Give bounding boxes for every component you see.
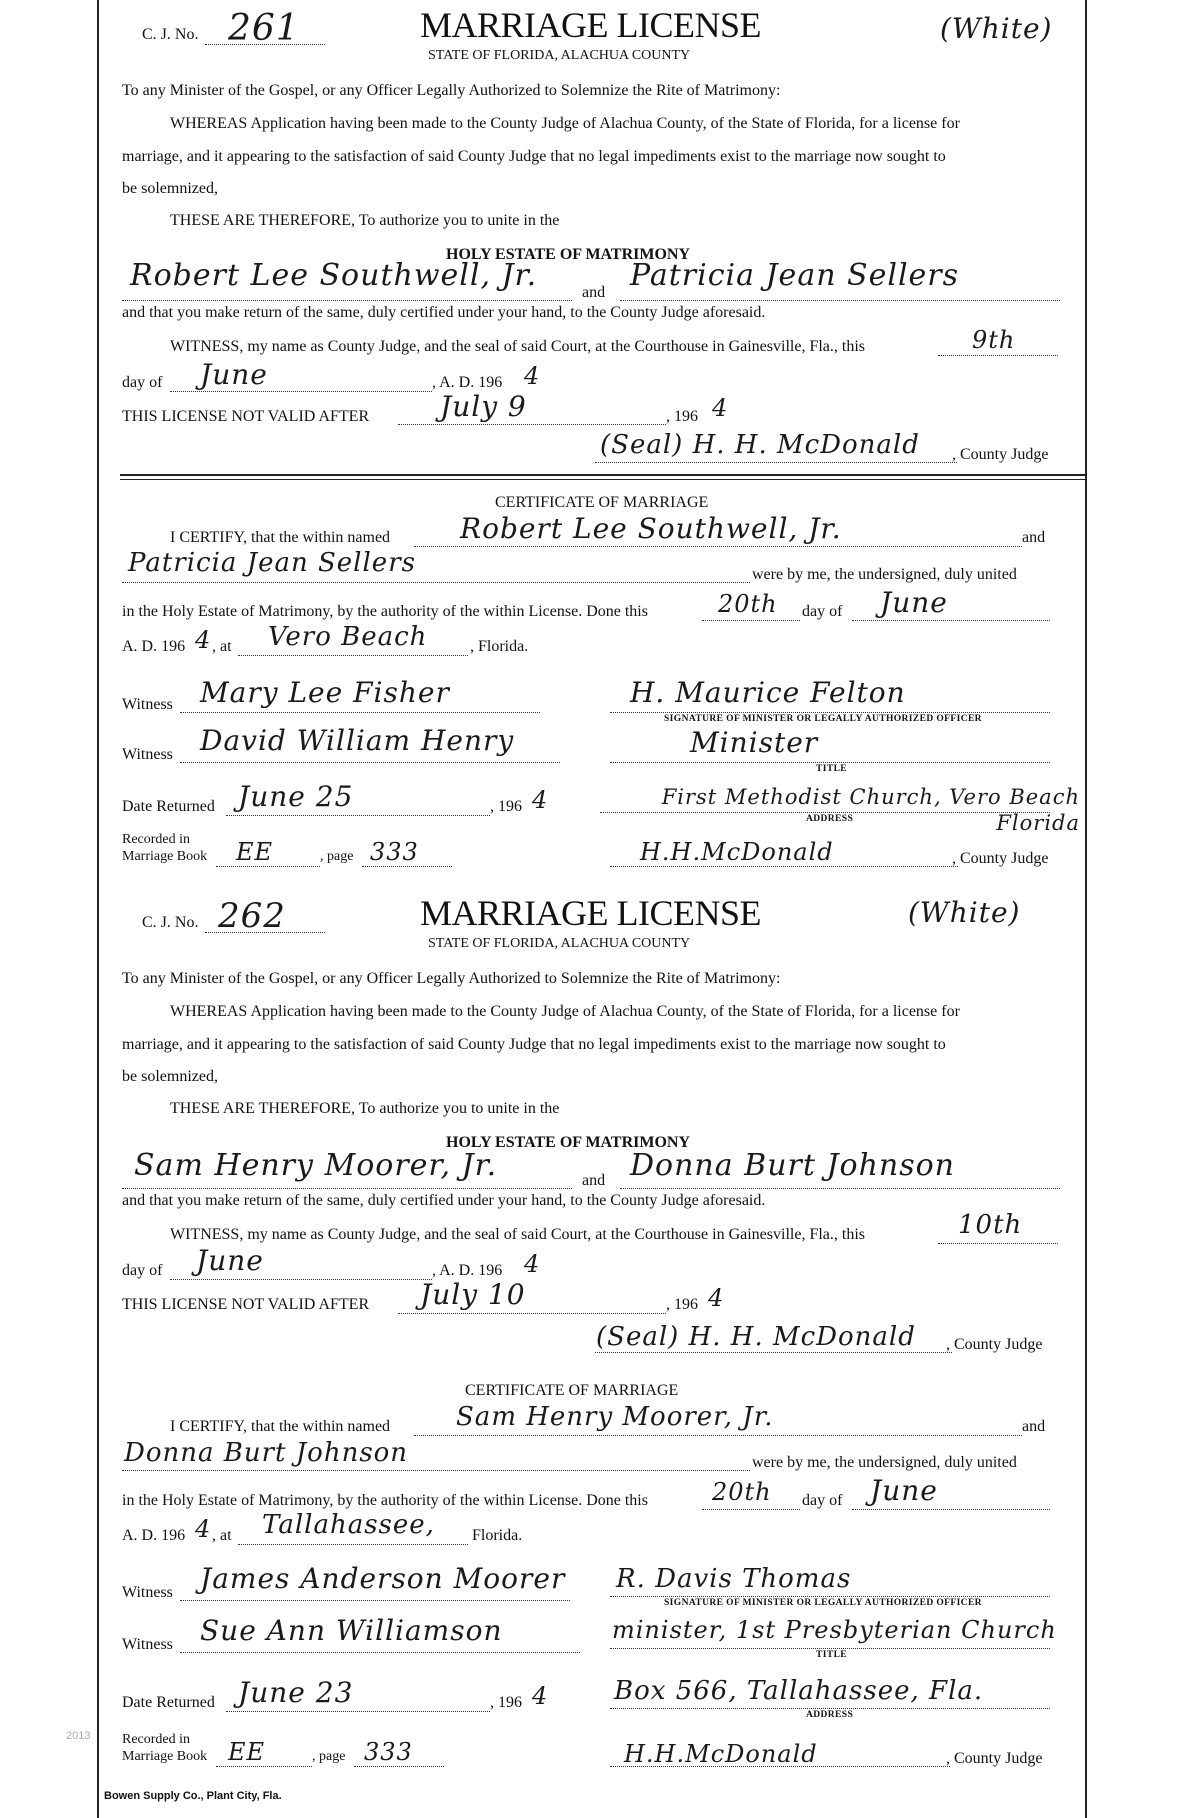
license-month: June [196, 1244, 264, 1277]
cert-groom: Sam Henry Moorer, Jr. [456, 1402, 774, 1432]
page-label: , page [312, 1749, 346, 1764]
whereas-1: WHEREAS Application having been made to the County Judge of Alachua County, of the State of Florida, for a license for [170, 115, 960, 132]
holy-estate: HOLY ESTATE OF MATRIMONY [446, 1134, 691, 1151]
returned-year: 4 [532, 1682, 549, 1710]
returned-year-label: , 196 [490, 1694, 522, 1711]
race-note: (White) [940, 12, 1053, 45]
returned-year: 4 [532, 786, 549, 814]
cert-ad-label: A. D. 196 [122, 1527, 186, 1544]
cert-bride: Donna Burt Johnson [124, 1438, 409, 1468]
address-line: To any Minister of the Gospel, or any Officer Legally Authorized to Solemnize the Rite of Matrimony: [122, 970, 781, 987]
county-judge-label: , County Judge [952, 446, 1049, 463]
day-of-label: day of [122, 1262, 163, 1279]
done-day: 20th [712, 1478, 772, 1506]
not-valid-year: 4 [712, 394, 729, 422]
marriage-book: EE [228, 1738, 266, 1766]
cert-ad-year: 4 [195, 626, 212, 654]
judge-signature: (Seal) H. H. McDonald [600, 430, 920, 460]
address-line: To any Minister of the Gospel, or any Officer Legally Authorized to Solemnize the Rite of Matrimony: [122, 82, 781, 99]
cj-label: C. J. No. [142, 26, 199, 43]
title-caption: TITLE [816, 764, 848, 774]
whereas-1: WHEREAS Application having been made to the County Judge of Alachua County, of the State of Florida, for a license for [170, 1003, 960, 1020]
judge-signature: (Seal) H. H. McDonald [596, 1322, 916, 1352]
witness-1-label: Witness [122, 696, 173, 713]
holy-estate: HOLY ESTATE OF MATRIMONY [446, 246, 691, 263]
certify-label: I CERTIFY, that the within named [170, 529, 391, 546]
date-returned-label: Date Returned [122, 1694, 215, 1711]
whereas-3: be solemnized, [122, 1068, 218, 1085]
page-number: 333 [364, 1738, 413, 1766]
recorded-label-2: Marriage Book [122, 849, 208, 864]
united-label: were by me, the undersigned, duly united [752, 566, 1017, 583]
officer-caption: SIGNATURE OF MINISTER OR LEGALLY AUTHORIZED OFFICER [664, 714, 982, 724]
date-returned-label: Date Returned [122, 798, 215, 815]
race-note: (White) [908, 896, 1021, 929]
ad-label: , A. D. 196 [432, 374, 503, 391]
license-title: MARRIAGE LICENSE [420, 893, 761, 933]
and-word: and [582, 284, 606, 301]
marriage-book: EE [236, 838, 274, 866]
county-judge-label: , County Judge [946, 1336, 1043, 1353]
groom-name: Robert Lee Southwell, Jr. [130, 258, 538, 293]
license-month: June [200, 358, 268, 391]
printer-footer: Bowen Supply Co., Plant City, Fla. [104, 1790, 282, 1802]
done-month: June [880, 586, 948, 619]
witness-2-label: Witness [122, 746, 173, 763]
cert-and: and [1022, 529, 1046, 546]
certificate-heading: CERTIFICATE OF MARRIAGE [465, 1382, 679, 1399]
not-valid-label: THIS LICENSE NOT VALID AFTER [122, 1296, 370, 1313]
title-caption: TITLE [816, 1650, 848, 1660]
recorder-county-judge: , County Judge [946, 1750, 1043, 1767]
witness-2-label: Witness [122, 1636, 173, 1653]
holy-line: in the Holy Estate of Matrimony, by the authority of the within License. Done this [122, 1492, 648, 1509]
date-returned: June 25 [238, 780, 354, 813]
license-title: MARRIAGE LICENSE [420, 5, 761, 45]
certify-label: I CERTIFY, that the within named [170, 1418, 391, 1435]
date-returned: June 23 [238, 1676, 354, 1709]
left-border [97, 0, 99, 1818]
cert-ad-label: A. D. 196 [122, 638, 186, 655]
whereas-2: marriage, and it appearing to the satisfaction of said County Judge that no legal impediments exist to the marriage now sought to [122, 1036, 946, 1053]
witness-1-label: Witness [122, 1584, 173, 1601]
state-county: STATE OF FLORIDA, ALACHUA COUNTY [428, 48, 691, 63]
done-month: June [870, 1474, 938, 1507]
officer-signature: H. Maurice Felton [630, 676, 906, 709]
address-caption: ADDRESS [806, 814, 854, 824]
page-label: , page [320, 849, 354, 864]
watermark: 2013 [66, 1730, 91, 1742]
cj-number: 261 [228, 8, 300, 49]
address-caption: ADDRESS [806, 1710, 854, 1720]
officer-address: First Methodist Church, Vero Beach Florida [661, 785, 1080, 835]
license-year: 4 [524, 1250, 541, 1278]
witness-day: 9th [972, 326, 1016, 354]
return-line: and that you make return of the same, duly certified under your hand, to the County Judge aforesaid. [122, 304, 766, 321]
recorder-county-judge: , County Judge [952, 850, 1049, 867]
cert-florida: , Florida. [470, 638, 529, 655]
license-year: 4 [524, 362, 541, 390]
cert-groom: Robert Lee Southwell, Jr. [460, 512, 842, 545]
cert-and: and [1022, 1418, 1046, 1435]
witness-2-name: David William Henry [200, 724, 515, 757]
and-word: and [582, 1172, 606, 1189]
cert-day-of: day of [802, 603, 843, 620]
right-border [1085, 0, 1087, 1818]
done-day: 20th [718, 590, 778, 618]
day-of-label: day of [122, 374, 163, 391]
holy-line: in the Holy Estate of Matrimony, by the authority of the within License. Done this [122, 603, 648, 620]
whereas-2: marriage, and it appearing to the satisfaction of said County Judge that no legal impediments exist to the marriage now sought to [122, 148, 946, 165]
whereas-3: be solemnized, [122, 180, 218, 197]
not-valid-date: July 9 [440, 390, 527, 423]
therefore: THESE ARE THEREFORE, To authorize you to unite in the [170, 212, 560, 229]
witness-1-name: James Anderson Moorer [200, 1562, 566, 1595]
not-valid-year: 4 [708, 1284, 725, 1312]
cj-number: 262 [218, 896, 286, 936]
witness-day: 10th [958, 1210, 1023, 1240]
certificate-heading: CERTIFICATE OF MARRIAGE [495, 494, 709, 511]
recorded-label-1: Recorded in [122, 1732, 191, 1747]
state-county: STATE OF FLORIDA, ALACHUA COUNTY [428, 936, 691, 951]
officer-address: Box 566, Tallahassee, Fla. [614, 1676, 984, 1706]
return-line: and that you make return of the same, duly certified under your hand, to the County Judge aforesaid. [122, 1192, 766, 1209]
officer-title: Minister [690, 726, 819, 759]
bride-name: Donna Burt Johnson [630, 1148, 955, 1183]
not-valid-date: July 10 [420, 1278, 526, 1311]
cert-place: Vero Beach [268, 622, 428, 652]
officer-title: minister, 1st Presbyterian Church [612, 1616, 1057, 1644]
cj-label: C. J. No. [142, 914, 199, 931]
therefore: THESE ARE THEREFORE, To authorize you to unite in the [170, 1100, 560, 1117]
witness-text: WITNESS, my name as County Judge, and the seal of said Court, at the Courthouse in Gainesville, Fla., this [170, 338, 866, 355]
returned-year-label: , 196 [490, 798, 522, 815]
witness-2-name: Sue Ann Williamson [200, 1614, 503, 1647]
witness-text: WITNESS, my name as County Judge, and the seal of said Court, at the Courthouse in Gainesville, Fla., this [170, 1226, 866, 1243]
bride-name: Patricia Jean Sellers [630, 258, 960, 293]
officer-caption: SIGNATURE OF MINISTER OR LEGALLY AUTHORIZED OFFICER [664, 1598, 982, 1608]
cert-bride: Patricia Jean Sellers [128, 548, 416, 578]
recorder-signature: H.H.McDonald [640, 838, 834, 866]
united-label: were by me, the undersigned, duly united [752, 1454, 1017, 1471]
recorded-label-1: Recorded in [122, 832, 191, 847]
not-valid-label: THIS LICENSE NOT VALID AFTER [122, 408, 370, 425]
cert-day-of: day of [802, 1492, 843, 1509]
cert-ad-year: 4 [195, 1515, 212, 1543]
not-valid-year-label: , 196 [666, 1296, 698, 1313]
witness-1-name: Mary Lee Fisher [200, 676, 450, 709]
ad-label: , A. D. 196 [432, 1262, 503, 1279]
groom-name: Sam Henry Moorer, Jr. [134, 1148, 498, 1183]
recorded-label-2: Marriage Book [122, 1749, 208, 1764]
cert-at-label: , at [212, 1527, 232, 1544]
officer-signature: R. Davis Thomas [616, 1564, 852, 1594]
cert-at-label: , at [212, 638, 232, 655]
page-number: 333 [370, 838, 419, 866]
not-valid-year-label: , 196 [666, 408, 698, 425]
cert-place: Tallahassee, [262, 1510, 435, 1540]
cert-florida: Florida. [472, 1527, 523, 1544]
recorder-signature: H.H.McDonald [624, 1740, 818, 1768]
